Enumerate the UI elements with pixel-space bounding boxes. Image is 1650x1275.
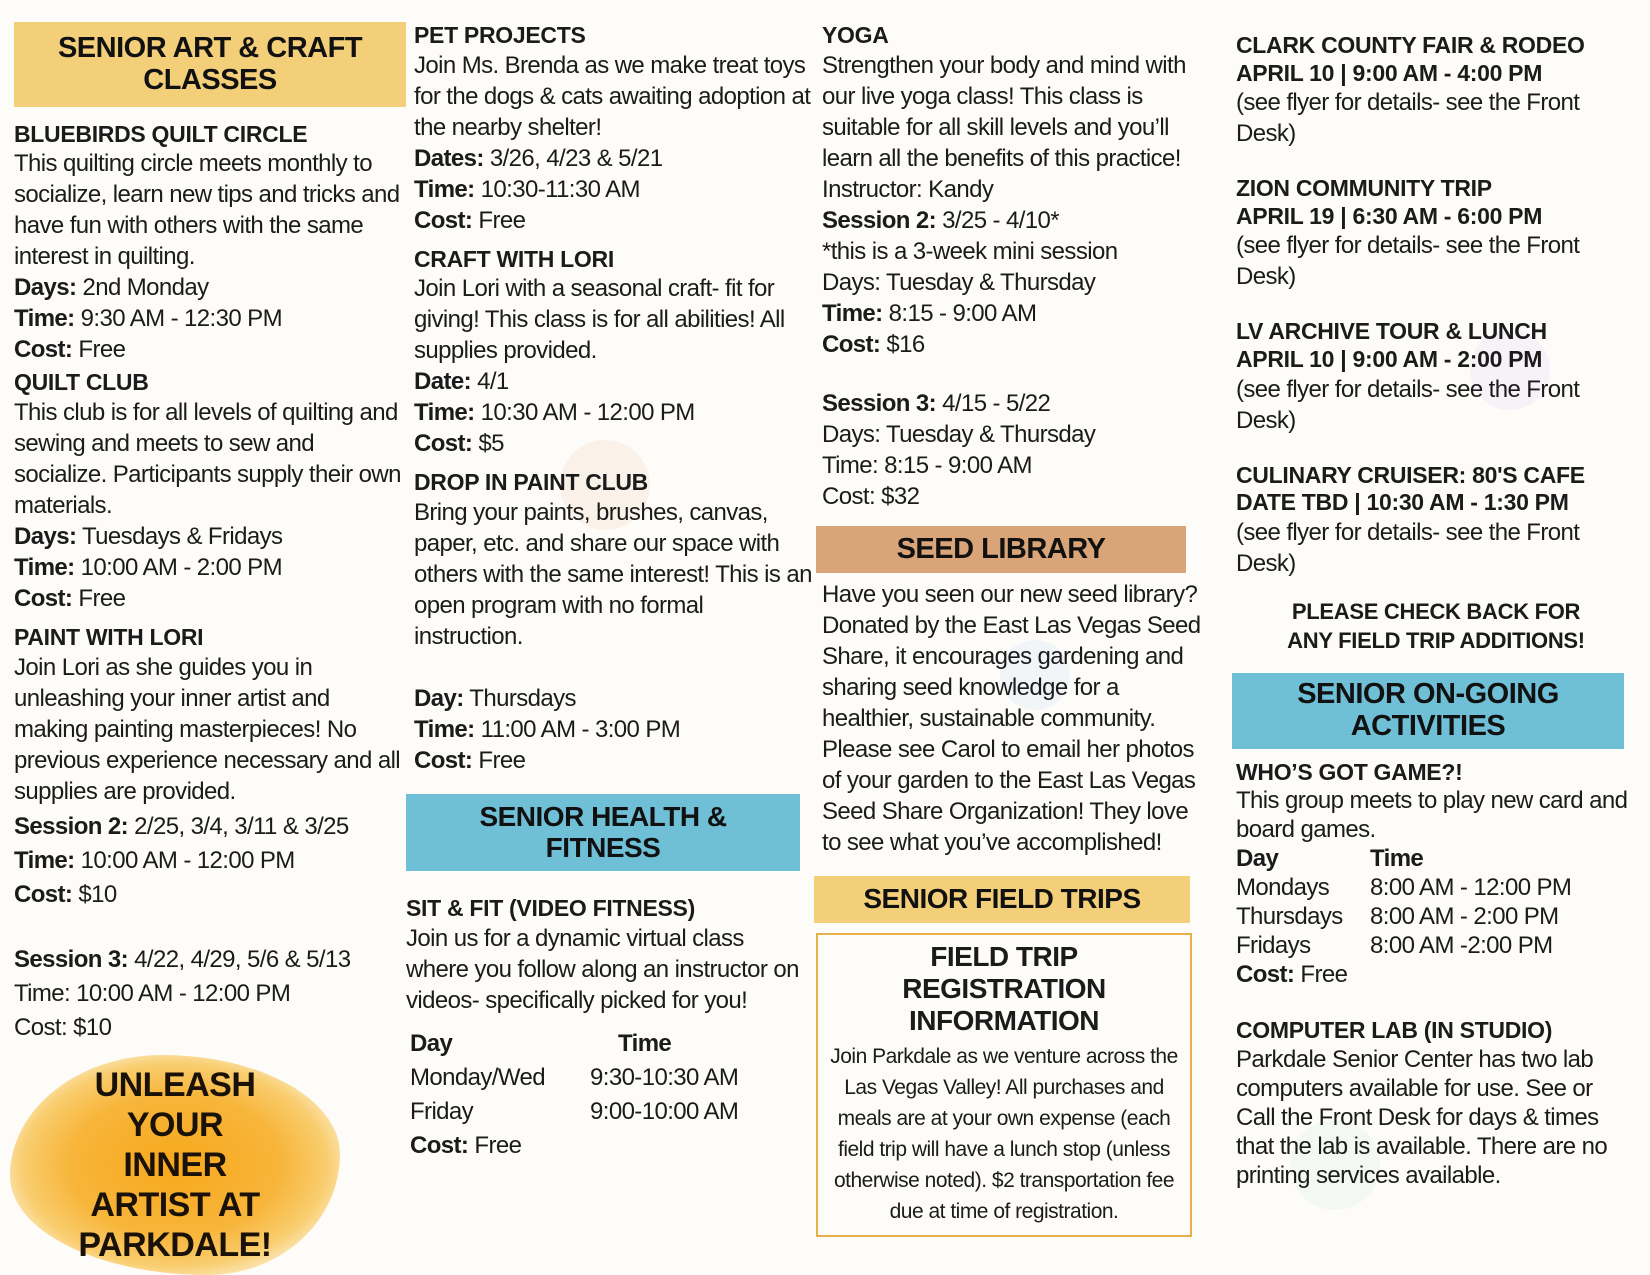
yoga-session3-cost: Cost: $32 [822,482,920,510]
sit-fit-row-day: Monday/Wed [410,1063,545,1091]
trip-when: DATE TBD | 10:30 AM - 1:30 PM [1236,489,1569,516]
game-row-time: 8:00 AM - 12:00 PM [1370,874,1572,902]
trip-when: APRIL 10 | 9:00 AM - 2:00 PM [1236,345,1543,372]
field-trips-banner: SENIOR FIELD TRIPS [814,876,1190,923]
craft-lori-desc: Join Lori with a seasonal craft- fit for giving! This class is for all abilities! All supplies provided. [414,275,785,365]
paint-lori-title: PAINT WITH LORI [14,623,204,650]
game-row-time: 8:00 AM - 2:00 PM [1370,903,1559,931]
quilt-club-time: Time: 10:00 AM - 2:00 PM [14,553,282,581]
art-craft-banner: SENIOR ART & CRAFT CLASSES [14,22,406,107]
game-row-day: Fridays [1236,932,1311,960]
trip-note: (see flyer for details- see the Front Desk) [1236,518,1580,577]
sit-fit-row-day: Friday [410,1097,474,1125]
sit-fit-cost: Cost: Free [410,1131,522,1159]
pet-projects-desc: Join Ms. Brenda as we make treat toys for the dogs & cats awaiting adoption at the nearby shelter! [414,51,811,141]
sit-fit-row-time: 9:30-10:30 AM [590,1063,739,1091]
column-yoga-seed-trips [822,18,1202,1237]
field-trip-registration-box [816,933,1192,1237]
paint-lori-session2-time: Time: 10:00 AM - 12:00 PM [14,846,295,874]
paint-lori-session3: Session 3: 4/22, 4/29, 5/6 & 5/13 [14,945,351,973]
yoga-session3-days: Days: Tuesday & Thursday [822,420,1096,448]
trip-when: APRIL 19 | 6:30 AM - 6:00 PM [1236,202,1543,229]
yoga-session2-note: *this is a 3-week mini session [822,237,1118,265]
computer-lab-desc: Parkdale Senior Center has two lab computers available for use. See or Call the Front Desk for days & times that the lab is available. There are no printing services available. [1236,1045,1608,1189]
column-pet-craft-health [406,18,812,1161]
trip-title: LV ARCHIVE TOUR & LUNCH [1236,318,1547,345]
game-row-day: Mondays [1236,874,1330,902]
game-row-time: 8:00 AM -2:00 PM [1370,932,1553,960]
sit-fit-time-header: Time [618,1029,672,1057]
yoga-instructor: Instructor: Kandy [822,175,994,203]
trip-title: CULINARY CRUISER: 80'S CAFE [1236,461,1585,488]
trip-item [1236,32,1636,149]
yoga-session2-time: Time: 8:15 - 9:00 AM [822,299,1037,327]
game-day-header: Day [1236,845,1279,873]
craft-lori-date: Date: 4/1 [414,368,509,396]
sit-fit-desc: Join us for a dynamic virtual class where you follow along an instructor on videos- specifically picked for you! [406,924,799,1014]
game-schedule [1236,844,1636,960]
pet-projects-cost: Cost: Free [414,206,526,234]
trip-title: ZION COMMUNITY TRIP [1236,175,1492,202]
trip-item [1236,462,1636,579]
quilt-circle-desc: This quilting circle meets monthly to socialize, learn new tips and tricks and have fun with others with the same interest in quilting. [14,150,400,271]
paint-club-time: Time: 11:00 AM - 3:00 PM [414,715,681,743]
paint-lori-session2: Session 2: 2/25, 3/4, 3/11 & 3/25 [14,812,349,840]
column-art-craft [14,18,406,1043]
paint-club-title: DROP IN PAINT CLUB [414,469,648,496]
yoga-session3-time: Time: 8:15 - 9:00 AM [822,451,1032,479]
sit-fit-day-header: Day [410,1029,453,1057]
quilt-circle-time: Time: 9:30 AM - 12:30 PM [14,305,282,333]
game-cost: Cost: Free [1236,961,1348,989]
craft-lori-title: CRAFT WITH LORI [414,245,614,272]
check-back-note: PLEASE CHECK BACK FOR ANY FIELD TRIP ADDITIONS! [1287,598,1585,653]
quilt-circle-days: Days: 2nd Monday [14,274,209,302]
paint-lori-desc: Join Lori as she guides you in unleashing your inner artist and making painting masterpieces! No previous experience necessary and all supplies are provided. [14,653,401,805]
field-trip-registration-text: Join Parkdale as we venture across the Las Vegas Valley! All purchases and meals are at your own expense (each field trip will have a lunch stop (unless otherwise noted). $2 transportation fee due at time of registration. [830,1045,1178,1224]
paint-lori-session3-cost: Cost: $10 [14,1013,112,1041]
game-desc: This group meets to play new card and board games. [1236,787,1628,844]
quilt-club-cost: Cost: Free [14,584,126,612]
field-trip-registration-title: FIELD TRIP REGISTRATION INFORMATION [902,941,1106,1037]
yoga-session2: Session 2: 3/25 - 4/10* [822,206,1060,234]
trip-note: (see flyer for details- see the Front Desk) [1236,232,1580,291]
paint-club-cost: Cost: Free [414,746,526,774]
pet-projects-dates: Dates: 3/26, 4/23 & 5/21 [414,144,663,172]
pet-projects-time: Time: 10:30-11:30 AM [414,175,640,203]
pet-projects-title: PET PROJECTS [414,22,586,48]
quilt-club-title: QUILT CLUB [14,369,149,396]
yoga-session2-days: Days: Tuesday & Thursday [822,268,1096,296]
sit-fit-row-time: 9:00-10:00 AM [590,1097,739,1125]
paint-lori-session2-cost: Cost: $10 [14,880,117,908]
paint-club-desc: Bring your paints, brushes, canvas, paper, etc. and share our space with others with the same interest! This is an open program with no formal instruction. [414,498,812,650]
game-title: WHO’S GOT GAME?! [1236,758,1463,785]
seed-library-desc: Have you seen our new seed library? Donated by the East Las Vegas Seed Share, it encourages gardening and sharing seed knowledge for a healthier, sustainable community. Please see Carol to email her photos of your garden to the East Las Vegas Seed Share Organization! They love to see what you’ve accomplished! [822,581,1201,857]
paint-club-day: Day: Thursdays [414,684,576,712]
craft-lori-time: Time: 10:30 AM - 12:00 PM [414,399,695,427]
seed-library-banner: SEED LIBRARY [816,526,1186,574]
trip-item [1236,175,1636,292]
yoga-session3: Session 3: 4/15 - 5/22 [822,389,1051,417]
trip-item [1236,318,1636,435]
column-trips-ongoing [1236,18,1636,1190]
yoga-title: YOGA [822,22,889,48]
health-fitness-banner: SENIOR HEALTH & FITNESS [406,794,800,872]
unleash-artist-splash [10,1055,340,1275]
computer-lab-title: COMPUTER LAB (IN STUDIO) [1236,1017,1553,1044]
game-row-day: Thursdays [1236,903,1343,931]
trip-note: (see flyer for details- see the Front Desk) [1236,375,1580,434]
unleash-artist-text: UNLEASH YOUR INNER ARTIST AT PARKDALE! [78,1066,272,1264]
sit-fit-schedule [410,1028,812,1127]
sit-fit-title: SIT & FIT (VIDEO FITNESS) [406,895,695,922]
yoga-desc: Strengthen your body and mind with our live yoga class! This class is suitable for all skill levels and you’ll learn all the benefits of this practice! [822,51,1186,172]
craft-lori-cost: Cost: $5 [414,430,504,458]
game-time-header: Time [1370,845,1424,873]
quilt-circle-title: BLUEBIRDS QUILT CIRCLE [14,120,308,147]
paint-lori-session3-time: Time: 10:00 AM - 12:00 PM [14,979,291,1007]
trip-when: APRIL 10 | 9:00 AM - 4:00 PM [1236,59,1543,86]
trip-title: CLARK COUNTY FAIR & RODEO [1236,32,1585,58]
quilt-club-days: Days: Tuesdays & Fridays [14,522,283,550]
quilt-club-desc: This club is for all levels of quilting and sewing and meets to sew and socialize. Participants supply their own materials. [14,398,401,519]
trip-note: (see flyer for details- see the Front Desk) [1236,89,1580,148]
quilt-circle-cost: Cost: Free [14,336,126,364]
ongoing-activities-banner: SENIOR ON-GOING ACTIVITIES [1232,673,1624,749]
yoga-session2-cost: Cost: $16 [822,330,925,358]
